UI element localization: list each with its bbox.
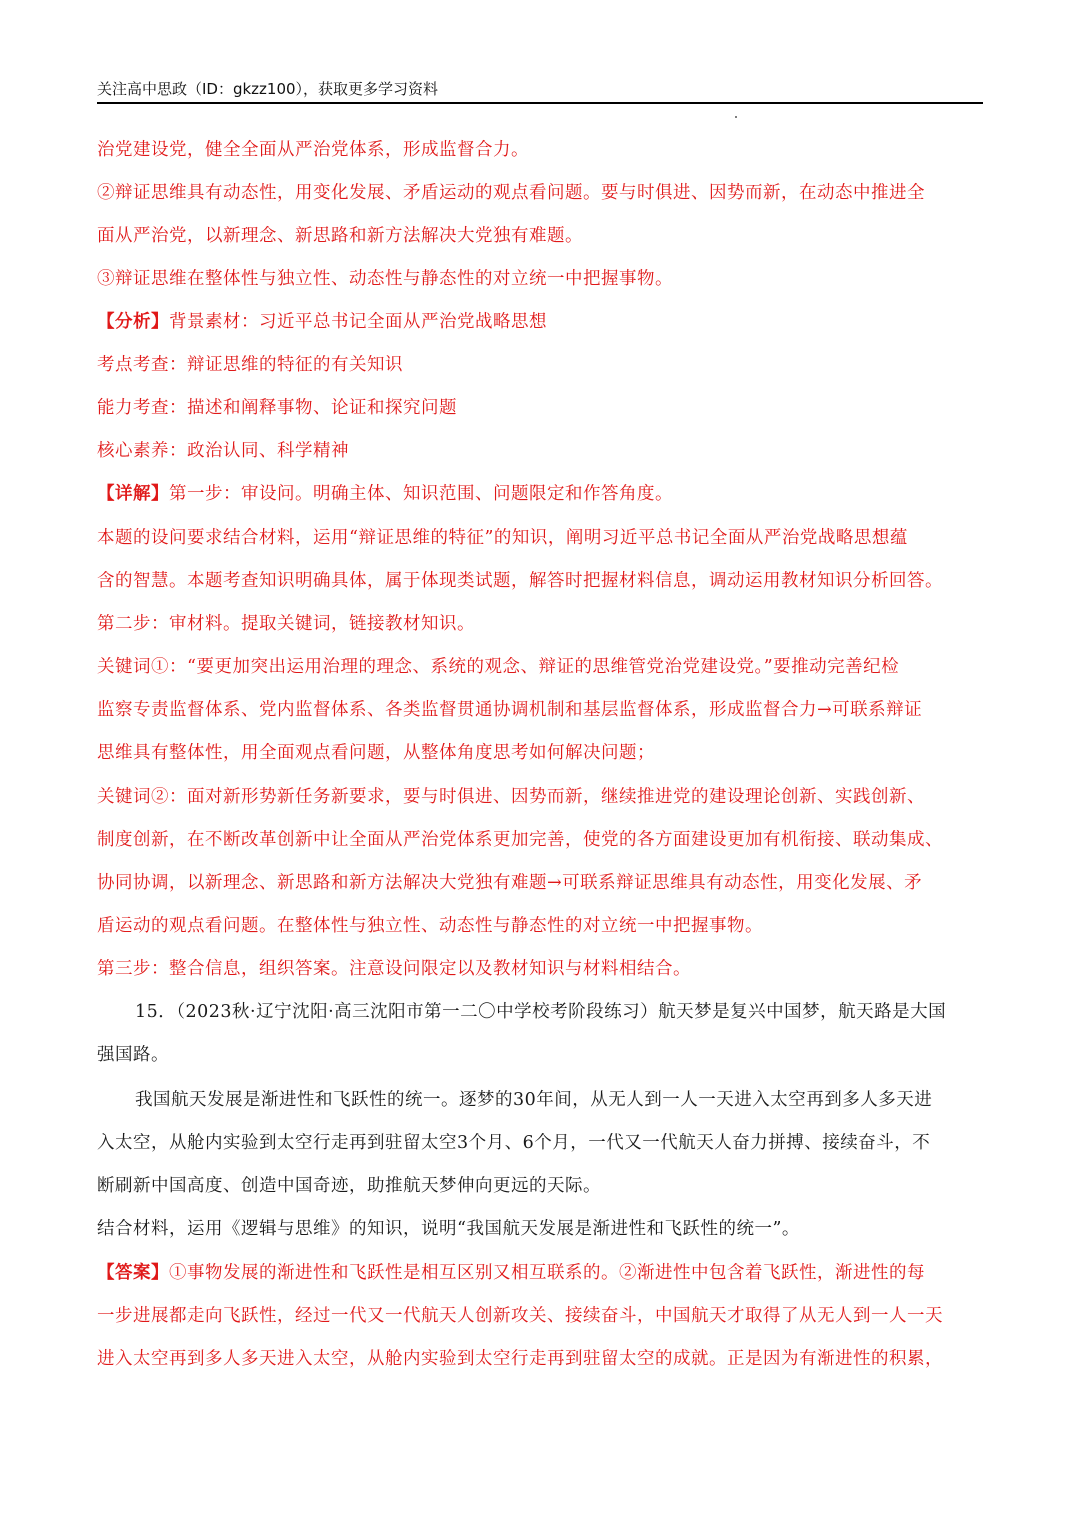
text-segment: ②辩证思维具有动态性，用变化发展、矛盾运动的观点看问题。要与时俱进、因势而新，在动态中推进全 (97, 183, 925, 203)
text-line (97, 267, 983, 291)
text-line (97, 785, 983, 809)
text-segment: 协同协调，以新理念、新思路和新方法解决大党独有难题→可联系辩证思维具有动态性，用变化发展、矛 (97, 873, 923, 893)
text-line (97, 181, 983, 205)
text-segment: ③辩证思维在整体性与独立性、动态性与静态性的对立统一中把握事物。 (97, 269, 673, 289)
text-segment: 我国航天发展是渐进性和飞跃性的统一。逐梦的30年间，从无人到一人一天进入太空再到多人多天进 (135, 1090, 933, 1110)
text-line (97, 138, 983, 162)
text-line (97, 569, 983, 593)
stray-dot (735, 116, 737, 118)
text-segment: 考点考查：辩证思维的特征的有关知识 (97, 355, 403, 375)
text-line (97, 957, 983, 981)
text-line (97, 224, 983, 248)
text-segment: 进入太空再到多人多天进入太空，从舱内实验到太空行走再到驻留太空的成就。正是因为有渐进性的积累， (97, 1349, 943, 1369)
text-segment: 一步进展都走向飞跃性，经过一代又一代航天人创新攻关、接续奋斗，中国航天才取得了从无人到一人一天 (97, 1306, 943, 1326)
text-segment: 结合材料，运用《逻辑与思维》的知识，说明“我国航天发展是渐进性和飞跃性的统一”。 (97, 1219, 800, 1239)
text-line (97, 526, 983, 550)
text-line (97, 310, 983, 334)
text-segment: 15．（2023秋·辽宁沈阳·高三沈阳市第一二〇中学校考阶段练习）航天梦是复兴中国梦，航天路是大国 (135, 1002, 947, 1022)
text-line (97, 439, 983, 463)
text-segment: 关键词①：“要更加突出运用治理的理念、系统的观念、辩证的思维管党治党建设党。”要推动完善纪检 (97, 657, 900, 677)
text-line (97, 1304, 983, 1328)
section-marker: 【分析】 (97, 312, 169, 332)
text-line (97, 482, 983, 506)
header-text: 关注高中思政（ID：gkzz100），获取更多学习资料 (97, 80, 439, 98)
text-line (97, 1174, 983, 1198)
section-marker: 【详解】 (97, 484, 169, 504)
text-line (97, 828, 983, 852)
text-line (97, 1261, 983, 1285)
text-segment: 制度创新，在不断改革创新中让全面从严治党体系更加完善，使党的各方面建设更加有机衔接、联动集成、 (97, 830, 943, 850)
text-segment: 能力考查：描述和阐释事物、论证和探究问题 (97, 398, 457, 418)
section-marker: 【答案】 (97, 1263, 169, 1283)
text-line (97, 1217, 983, 1241)
text-line (97, 612, 983, 636)
text-line (97, 698, 983, 722)
text-line (135, 1088, 1021, 1112)
text-segment: 治党建设党，健全全面从严治党体系，形成监督合力。 (97, 140, 529, 160)
text-segment: ①事物发展的渐进性和飞跃性是相互区别又相互联系的。②渐进性中包含着飞跃性，渐进性的每 (169, 1263, 925, 1283)
text-segment: 背景素材：习近平总书记全面从严治党战略思想 (169, 312, 547, 332)
text-segment: 第二步：审材料。提取关键词，链接教材知识。 (97, 614, 475, 634)
text-segment: 监察专责监督体系、党内监督体系、各类监督贯通协调机制和基层监督体系，形成监督合力→可联系辩证 (97, 700, 923, 720)
page-header (97, 76, 983, 104)
text-line (97, 396, 983, 420)
text-line (97, 1347, 983, 1371)
text-segment: 思维具有整体性，用全面观点看问题，从整体角度思考如何解决问题； (97, 743, 655, 763)
text-line (135, 1000, 1021, 1024)
text-segment: 第三步：整合信息，组织答案。注意设问限定以及教材知识与材料相结合。 (97, 959, 691, 979)
text-segment: 含的智慧。本题考查知识明确具体，属于体现类试题，解答时把握材料信息，调动运用教材知识分析回答。 (97, 571, 943, 591)
text-line (97, 1043, 983, 1067)
text-line (97, 871, 983, 895)
text-segment: 本题的设问要求结合材料，运用“辩证思维的特征”的知识，阐明习近平总书记全面从严治党战略思想蕴 (97, 528, 908, 548)
text-segment: 面从严治党，以新理念、新思路和新方法解决大党独有难题。 (97, 226, 583, 246)
text-line (97, 1131, 983, 1155)
text-line (97, 655, 983, 679)
text-segment: 强国路。 (97, 1045, 169, 1065)
text-line (97, 353, 983, 377)
text-segment: 关键词②：面对新形势新任务新要求，要与时俱进、因势而新，继续推进党的建设理论创新、实践创新、 (97, 787, 925, 807)
text-line (97, 741, 983, 765)
text-segment: 盾运动的观点看问题。在整体性与独立性、动态性与静态性的对立统一中把握事物。 (97, 916, 763, 936)
text-line (97, 914, 983, 938)
text-segment: 断刷新中国高度、创造中国奇迹，助推航天梦伸向更远的天际。 (97, 1176, 601, 1196)
text-segment: 入太空，从舱内实验到太空行走再到驻留太空3个月、6个月，一代又一代航天人奋力拼搏、接续奋斗，不 (97, 1133, 931, 1153)
text-segment: 第一步：审设问。明确主体、知识范围、问题限定和作答角度。 (169, 484, 673, 504)
text-segment: 核心素养：政治认同、科学精神 (97, 441, 349, 461)
